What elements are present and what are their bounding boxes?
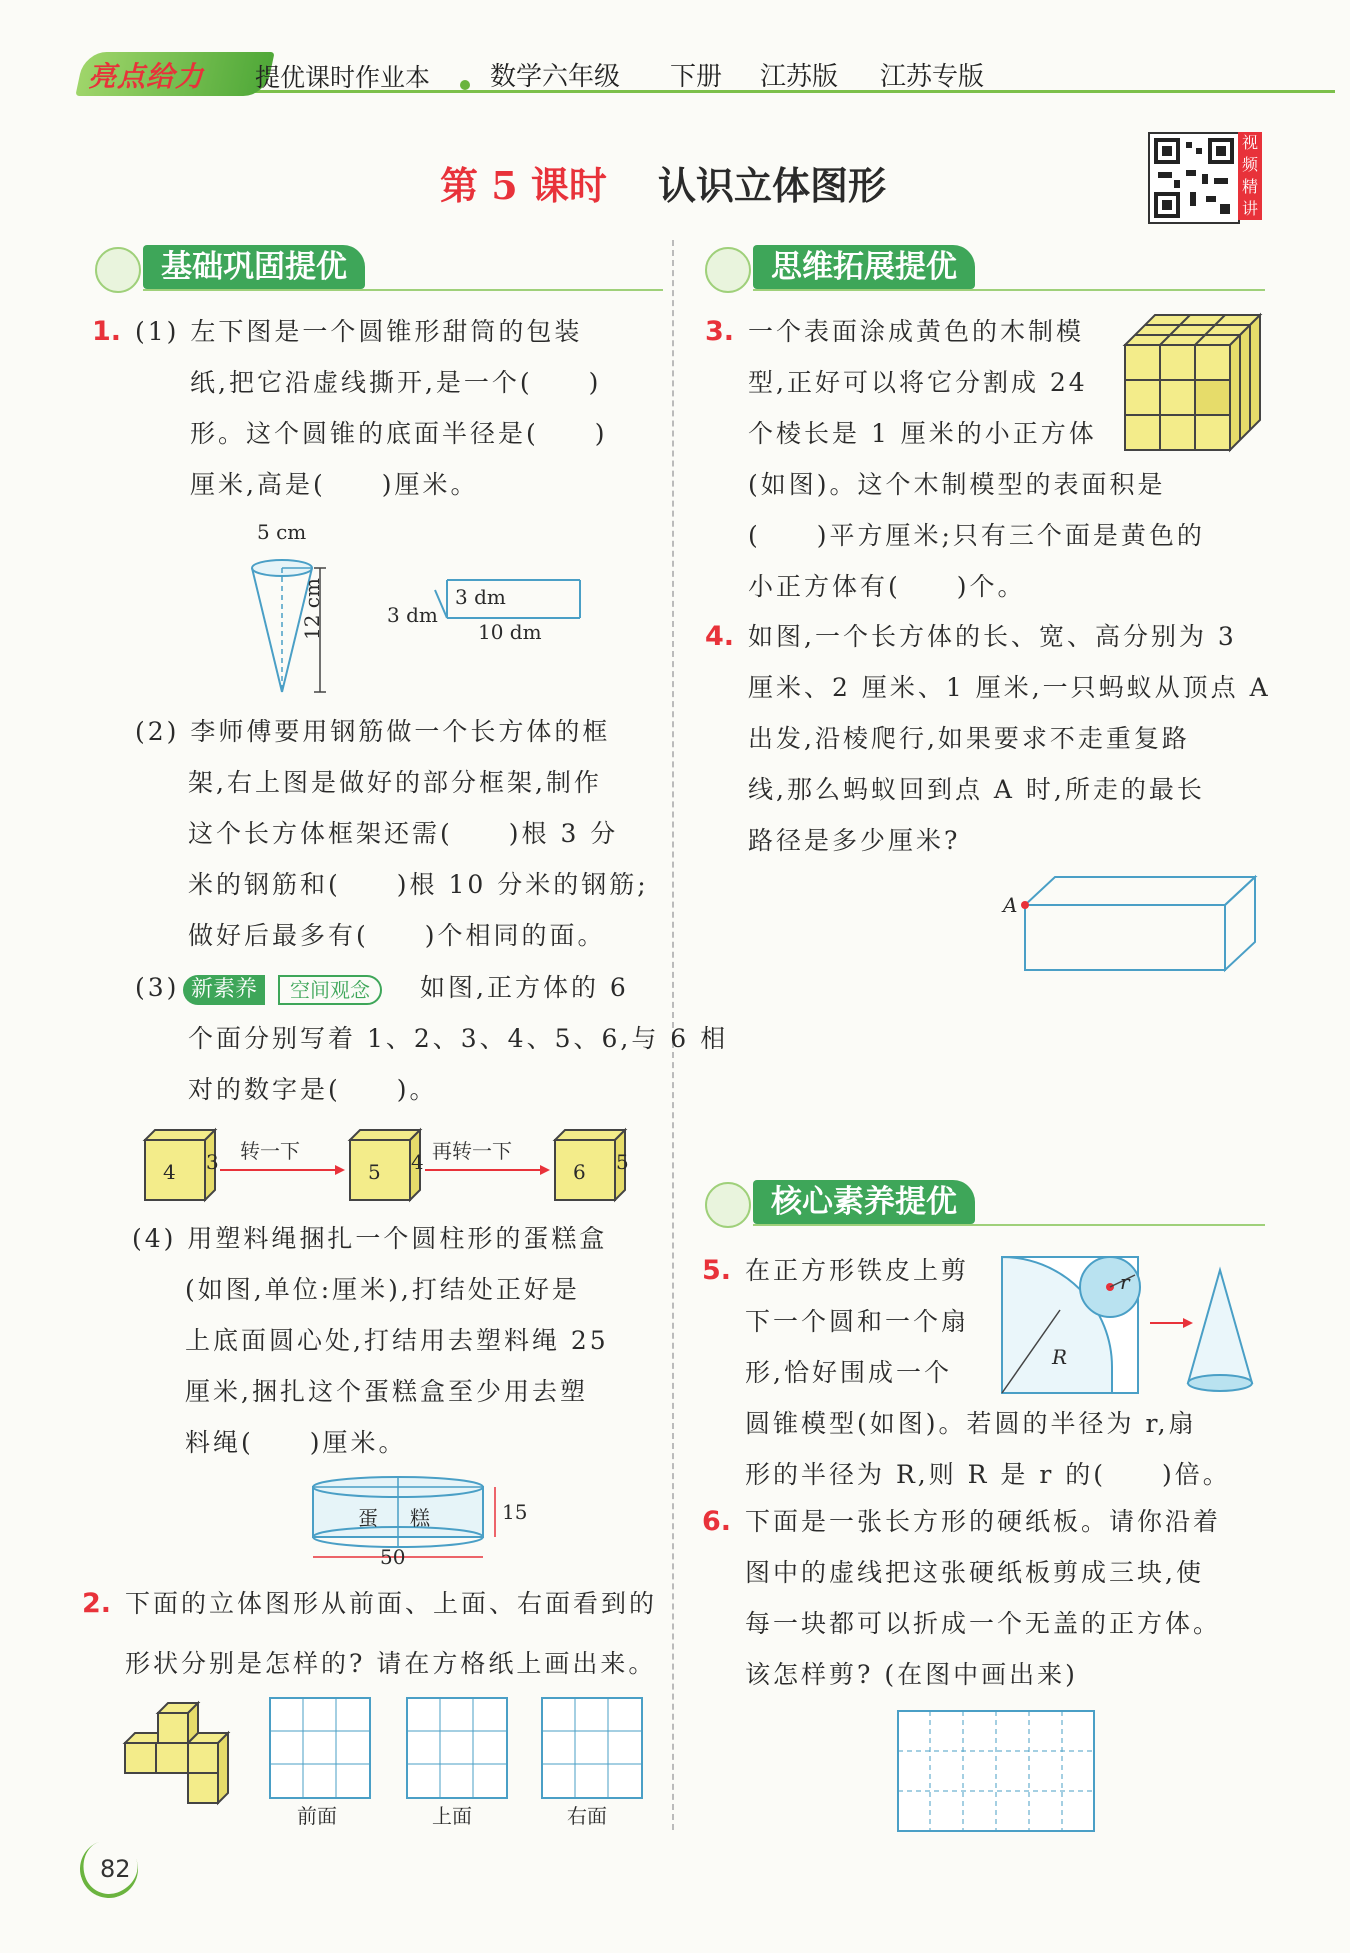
q1-p3-prefix: (3) bbox=[135, 973, 180, 1002]
q3-line2: 型,正好可以将它分割成 24 bbox=[748, 368, 1088, 397]
gear-flower-icon bbox=[95, 247, 141, 293]
qr-code-icon[interactable] bbox=[1148, 132, 1240, 224]
frame-label-a: 3 dm bbox=[455, 585, 506, 609]
q1-p2-line1: (2) 李师傅要用钢筋做一个长方体的框 bbox=[135, 717, 611, 746]
q1-p1-line4: 厘米,高是( )厘米。 bbox=[190, 470, 479, 499]
radius-R-label: R bbox=[1052, 1345, 1068, 1369]
arrow-1-label: 转一下 bbox=[240, 1139, 300, 1163]
arrow-2-label: 再转一下 bbox=[432, 1139, 512, 1163]
stacked-cubes-diagram bbox=[120, 1698, 240, 1808]
section-rule bbox=[753, 1224, 1265, 1226]
q5-line1: 在正方形铁皮上剪 bbox=[745, 1256, 970, 1285]
header-volume: 下册 bbox=[670, 62, 723, 92]
header-grade: 数学六年级 bbox=[490, 62, 621, 92]
cube-1-side: 3 bbox=[206, 1150, 219, 1174]
section-rule bbox=[143, 289, 663, 291]
q1-number: 1. bbox=[92, 316, 122, 347]
q6-line3: 每一块都可以折成一个无盖的正方体。 bbox=[745, 1609, 1222, 1638]
badge-spatial: 空间观念 bbox=[278, 975, 382, 1005]
q2-number: 2. bbox=[82, 1588, 112, 1619]
q1-p1-line2: 纸,把它沿虚线撕开,是一个( ) bbox=[190, 368, 602, 397]
cake-text-1: 蛋 bbox=[358, 1506, 378, 1530]
q5-line5: 形的半径为 R,则 R 是 r 的( )倍。 bbox=[745, 1460, 1231, 1489]
point-a-marker bbox=[1021, 901, 1029, 909]
cube-1-front: 4 bbox=[163, 1160, 176, 1184]
lesson-number: 第 5 课时 bbox=[440, 163, 607, 208]
grid-label-front: 前面 bbox=[297, 1804, 337, 1828]
q4-line1: 如图,一个长方体的长、宽、高分别为 3 bbox=[748, 622, 1237, 651]
cake-diameter-label: 50 bbox=[380, 1545, 406, 1569]
header-special: 江苏专版 bbox=[880, 62, 985, 92]
q4-line2: 厘米、2 厘米、1 厘米,一只蚂蚁从顶点 A bbox=[748, 673, 1271, 702]
arrow-1-head bbox=[335, 1165, 345, 1175]
q6-number: 6. bbox=[702, 1506, 732, 1537]
radius-r-label: r bbox=[1120, 1270, 1130, 1294]
cone-top-label: 5 cm bbox=[257, 520, 307, 544]
lesson-title: 认识立体图形 bbox=[658, 163, 887, 208]
badge-new-literacy: 新素养 bbox=[183, 975, 265, 1005]
q3-line3: 个棱长是 1 厘米的小正方体 bbox=[748, 419, 1097, 448]
right-view-grid[interactable] bbox=[542, 1698, 642, 1798]
q3-line1: 一个表面涂成黄色的木制模 bbox=[748, 317, 1085, 346]
q1-p3-rest: 如图,正方体的 6 bbox=[420, 973, 629, 1002]
section-thinking bbox=[705, 245, 1265, 289]
cuboid-diagram bbox=[1020, 875, 1260, 975]
wooden-model-diagram bbox=[1125, 315, 1265, 455]
view-grids bbox=[270, 1698, 670, 1803]
header-dot bbox=[460, 80, 470, 90]
cube-3 bbox=[555, 1130, 625, 1200]
cake-text-2: 糕 bbox=[410, 1506, 430, 1530]
q4-line4: 线,那么蚂蚁回到点 A 时,所走的最长 bbox=[748, 775, 1205, 804]
q5-line3: 形,恰好围成一个 bbox=[745, 1358, 952, 1387]
q2-line2: 形状分别是怎样的? 请在方格纸上画出来。 bbox=[125, 1649, 657, 1678]
q4-number: 4. bbox=[705, 621, 735, 652]
q1-p4-line5: 料绳( )厘米。 bbox=[185, 1428, 407, 1457]
q5-line2: 下一个圆和一个扇 bbox=[745, 1307, 970, 1336]
point-a-label: A bbox=[1003, 893, 1018, 917]
q1-p4-line4: 厘米,捆扎这个蛋糕盒至少用去塑 bbox=[185, 1377, 588, 1406]
cube-3-front: 6 bbox=[573, 1160, 586, 1184]
trophy-icon bbox=[705, 1182, 751, 1228]
q1-p3-line3: 对的数字是( )。 bbox=[188, 1075, 438, 1104]
q3-line5: ( )平方厘米;只有三个面是黄色的 bbox=[748, 521, 1205, 550]
front-view-grid[interactable] bbox=[270, 1698, 370, 1798]
section-core bbox=[705, 1180, 1265, 1224]
top-view-grid[interactable] bbox=[407, 1698, 507, 1798]
q3-number: 3. bbox=[705, 316, 735, 347]
q5-number: 5. bbox=[702, 1255, 732, 1286]
q1-p3-line2: 个面分别写着 1、2、3、4、5、6,与 6 相 bbox=[188, 1024, 729, 1053]
cone-height-label: 12 cm bbox=[300, 578, 324, 640]
section-thinking-title: 思维拓展提优 bbox=[753, 245, 975, 289]
brand-name: 亮点给力 bbox=[88, 60, 205, 93]
section-rule bbox=[753, 289, 1265, 291]
cube-2 bbox=[350, 1130, 420, 1200]
section-basic bbox=[95, 245, 665, 289]
arrow-2-head bbox=[540, 1165, 550, 1175]
page-number: 82 bbox=[100, 1855, 131, 1883]
sprout-icon bbox=[705, 247, 751, 293]
q6-line2: 图中的虚线把这张硬纸板剪成三块,使 bbox=[745, 1558, 1204, 1587]
grid-label-right: 右面 bbox=[567, 1804, 607, 1828]
q3-line6: 小正方体有( )个。 bbox=[748, 572, 1026, 601]
frame-label-b: 3 dm bbox=[387, 603, 438, 627]
q6-line4: 该怎样剪? (在图中画出来) bbox=[745, 1660, 1078, 1689]
cardboard-grid[interactable] bbox=[897, 1710, 1097, 1835]
q1-p4-line1: (4) 用塑料绳捆扎一个圆柱形的蛋糕盒 bbox=[132, 1224, 608, 1253]
cube-3-side: 5 bbox=[616, 1150, 629, 1174]
q1-p1-line1: (1) 左下图是一个圆锥形甜筒的包装 bbox=[135, 317, 583, 346]
section-core-title: 核心素养提优 bbox=[753, 1180, 975, 1224]
q5-line4: 圆锥模型(如图)。若圆的半径为 r,扇 bbox=[745, 1409, 1197, 1438]
qr-tag: 视频精讲 bbox=[1238, 132, 1262, 220]
q1-p2-line2: 架,右上图是做好的部分框架,制作 bbox=[188, 768, 602, 797]
qr-pattern bbox=[1150, 134, 1238, 222]
series-name: 提优课时作业本 bbox=[255, 63, 431, 92]
cube-2-side: 4 bbox=[411, 1150, 424, 1174]
sheet-cone-diagram bbox=[1000, 1255, 1270, 1400]
q1-p2-line3: 这个长方体框架还需( )根 3 分 bbox=[188, 819, 619, 848]
grid-label-top: 上面 bbox=[432, 1804, 472, 1828]
q1-p4-line3: 上底面圆心处,打结用去塑料绳 25 bbox=[185, 1326, 609, 1355]
cube-1 bbox=[145, 1130, 215, 1200]
section-basic-title: 基础巩固提优 bbox=[143, 245, 365, 289]
q4-line3: 出发,沿棱爬行,如果要求不走重复路 bbox=[748, 724, 1190, 753]
q1-p2-line4: 米的钢筋和( )根 10 分米的钢筋; bbox=[188, 870, 649, 899]
q1-p1-line3: 形。这个圆锥的底面半径是( ) bbox=[190, 419, 608, 448]
q2-line1: 下面的立体图形从前面、上面、右面看到的 bbox=[125, 1589, 658, 1618]
q3-line4: (如图)。这个木制模型的表面积是 bbox=[748, 470, 1166, 499]
cube-2-front: 5 bbox=[368, 1160, 381, 1184]
q4-line5: 路径是多少厘米? bbox=[748, 826, 961, 855]
header-edition: 江苏版 bbox=[760, 62, 839, 92]
q6-line1: 下面是一张长方形的硬纸板。请你沿着 bbox=[745, 1507, 1222, 1536]
cake-height-label: 15 bbox=[502, 1500, 528, 1524]
q1-p2-line5: 做好后最多有( )个相同的面。 bbox=[188, 921, 606, 950]
frame-label-c: 10 dm bbox=[478, 620, 542, 644]
q1-p4-line2: (如图,单位:厘米),打结处正好是 bbox=[185, 1275, 580, 1304]
